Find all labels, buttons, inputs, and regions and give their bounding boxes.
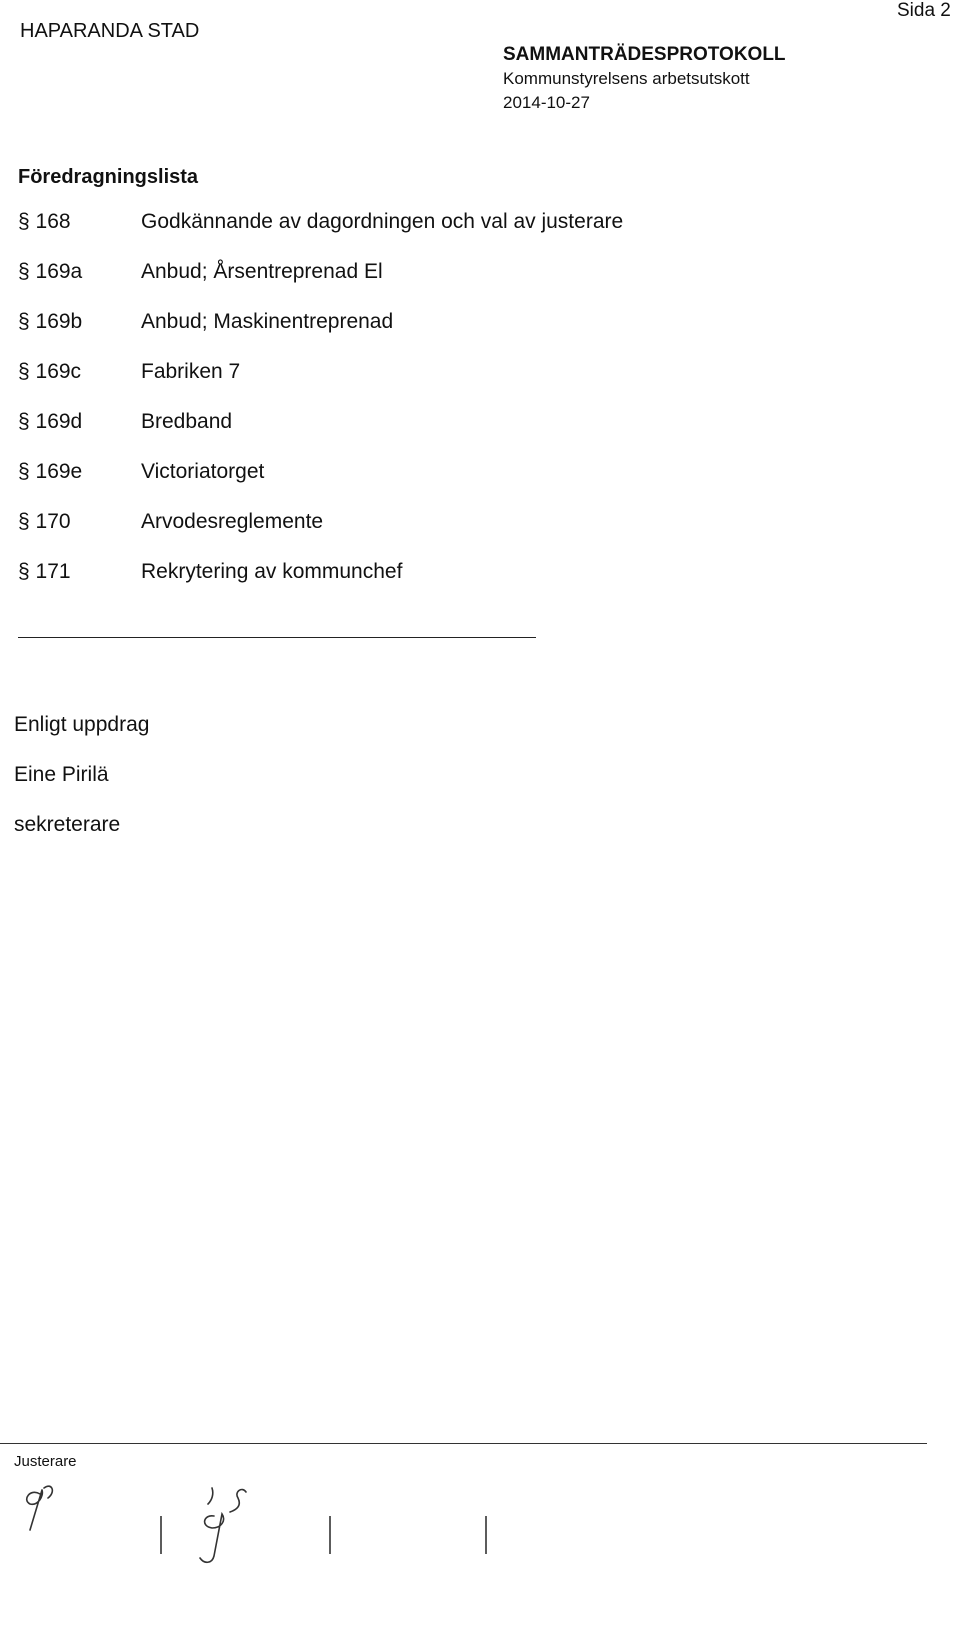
agenda-item-title: Rekrytering av kommunchef [141,560,403,583]
organization-name: HAPARANDA STAD [20,20,200,42]
document-subtitle: Kommunstyrelsens arbetsutskott [503,69,750,88]
document-title: SAMMANTRÄDESPROTOKOLL [503,44,786,65]
agenda-paragraph-number: § 169c [18,360,82,383]
adjuster-signatures [0,1470,960,1625]
agenda-paragraph-number: § 168 [18,210,71,233]
agenda-item-title: Godkännande av dagordningen och val av justerare [141,210,624,233]
agenda-paragraph-number: § 169b [18,310,83,333]
secretary-title: sekreterare [14,813,121,836]
document-date: 2014-10-27 [503,93,590,112]
agenda-list [18,210,918,610]
agenda-paragraph-number: § 169a [18,260,83,283]
footer-adjusters-label: Justerare [14,1453,77,1470]
agenda-item-title: Anbud; Årsentreprenad El [141,260,383,283]
secretary-name: Eine Pirilä [14,763,109,786]
agenda-item [18,510,918,560]
agenda-item [18,260,918,310]
initials-signature-1 [27,1486,53,1530]
footer-divider [0,1443,927,1444]
initials-signature-2 [200,1488,246,1562]
agenda-paragraph-number: § 171 [18,560,71,583]
agenda-heading: Föredragningslista [18,166,199,188]
agenda-paragraph-number: § 169d [18,410,83,433]
agenda-divider [18,637,536,638]
agenda-item [18,310,918,360]
page-number: Sida 2 [897,0,951,21]
agenda-item-title: Fabriken 7 [141,360,241,383]
agenda-item [18,410,918,460]
agenda-item [18,560,918,610]
agenda-item [18,460,918,510]
agenda-item-title: Arvodesreglemente [141,510,324,533]
agenda-item-title: Anbud; Maskinentreprenad [141,310,394,333]
agenda-item [18,210,918,260]
agenda-paragraph-number: § 170 [18,510,71,533]
agenda-paragraph-number: § 169e [18,460,83,483]
agenda-item [18,360,918,410]
closing-assignment: Enligt uppdrag [14,713,150,736]
agenda-item-title: Bredband [141,410,233,433]
agenda-item-title: Victoriatorget [141,460,265,483]
